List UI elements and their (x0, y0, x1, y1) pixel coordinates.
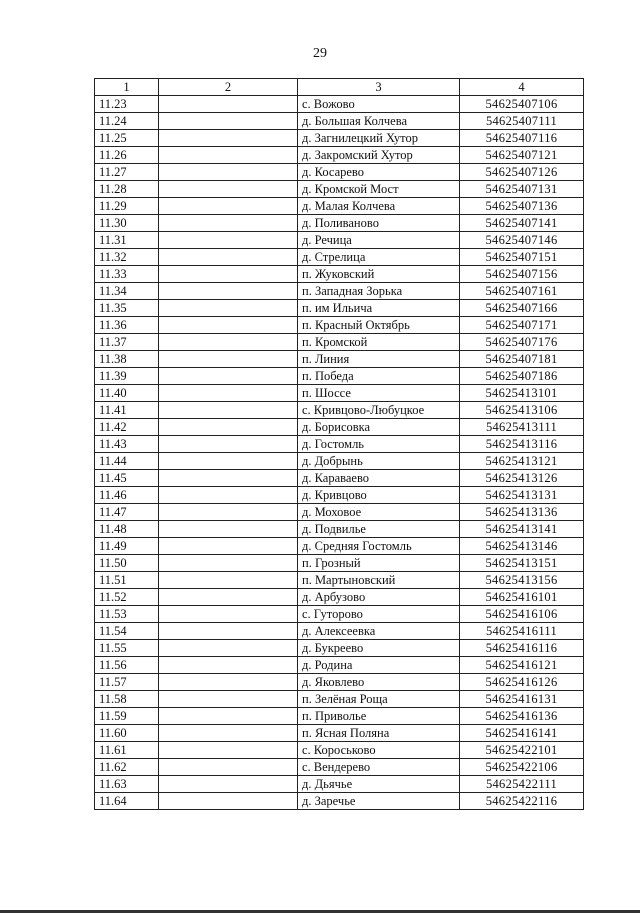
table-row (95, 453, 584, 470)
row-number-cell: 11.53 (95, 606, 159, 623)
table-row (95, 640, 584, 657)
table-row (95, 368, 584, 385)
settlement-name-cell: д. Подвилье (298, 521, 460, 538)
row-number-cell: 11.24 (95, 113, 159, 130)
row-number-cell: 11.58 (95, 691, 159, 708)
oktmo-code-cell: 54625413121 (460, 453, 584, 470)
row-number-cell: 11.39 (95, 368, 159, 385)
empty-cell (159, 759, 298, 776)
settlement-name-cell: п. Красный Октябрь (298, 317, 460, 334)
settlement-name-cell: д. Косарево (298, 164, 460, 181)
empty-cell (159, 385, 298, 402)
empty-cell (159, 215, 298, 232)
row-number-cell: 11.32 (95, 249, 159, 266)
column-header-1: 1 (95, 79, 159, 96)
oktmo-code-cell: 54625407161 (460, 283, 584, 300)
oktmo-code-cell: 54625407131 (460, 181, 584, 198)
table-row (95, 504, 584, 521)
oktmo-code-cell: 54625413151 (460, 555, 584, 572)
table-row (95, 300, 584, 317)
row-number-cell: 11.57 (95, 674, 159, 691)
settlement-name-cell: с. Гуторово (298, 606, 460, 623)
settlement-name-cell: д. Средняя Гостомль (298, 538, 460, 555)
table-row (95, 402, 584, 419)
settlements-table (94, 78, 584, 810)
oktmo-code-cell: 54625407171 (460, 317, 584, 334)
oktmo-code-cell: 54625407176 (460, 334, 584, 351)
empty-cell (159, 521, 298, 538)
row-number-cell: 11.63 (95, 776, 159, 793)
table-row (95, 249, 584, 266)
settlement-name-cell: д. Моховое (298, 504, 460, 521)
settlement-name-cell: п. Мартыновский (298, 572, 460, 589)
empty-cell (159, 300, 298, 317)
empty-cell (159, 606, 298, 623)
settlement-name-cell: п. Жуковский (298, 266, 460, 283)
oktmo-code-cell: 54625407141 (460, 215, 584, 232)
empty-cell (159, 487, 298, 504)
empty-cell (159, 555, 298, 572)
table-row (95, 215, 584, 232)
table-row (95, 776, 584, 793)
table-row (95, 198, 584, 215)
empty-cell (159, 776, 298, 793)
empty-cell (159, 232, 298, 249)
empty-cell (159, 742, 298, 759)
empty-cell (159, 181, 298, 198)
empty-cell (159, 368, 298, 385)
table-row (95, 555, 584, 572)
oktmo-code-cell: 54625422111 (460, 776, 584, 793)
row-number-cell: 11.48 (95, 521, 159, 538)
table-row (95, 130, 584, 147)
row-number-cell: 11.62 (95, 759, 159, 776)
table-row (95, 691, 584, 708)
oktmo-code-cell: 54625413116 (460, 436, 584, 453)
settlement-name-cell: д. Кромской Мост (298, 181, 460, 198)
oktmo-code-cell: 54625407146 (460, 232, 584, 249)
row-number-cell: 11.55 (95, 640, 159, 657)
row-number-cell: 11.35 (95, 300, 159, 317)
table-row (95, 742, 584, 759)
empty-cell (159, 198, 298, 215)
column-header-2: 2 (159, 79, 298, 96)
table-row (95, 334, 584, 351)
settlement-name-cell: д. Родина (298, 657, 460, 674)
oktmo-code-cell: 54625416141 (460, 725, 584, 742)
row-number-cell: 11.43 (95, 436, 159, 453)
row-number-cell: 11.26 (95, 147, 159, 164)
oktmo-code-cell: 54625416101 (460, 589, 584, 606)
table-row (95, 232, 584, 249)
settlement-name-cell: с. Короськово (298, 742, 460, 759)
oktmo-code-cell: 54625422101 (460, 742, 584, 759)
oktmo-code-cell: 54625407151 (460, 249, 584, 266)
oktmo-code-cell: 54625407121 (460, 147, 584, 164)
row-number-cell: 11.31 (95, 232, 159, 249)
settlement-name-cell: д. Алексеевка (298, 623, 460, 640)
oktmo-code-cell: 54625413111 (460, 419, 584, 436)
empty-cell (159, 691, 298, 708)
oktmo-code-cell: 54625407106 (460, 96, 584, 113)
table-row (95, 538, 584, 555)
settlement-name-cell: п. Ясная Поляна (298, 725, 460, 742)
oktmo-code-cell: 54625416136 (460, 708, 584, 725)
row-number-cell: 11.61 (95, 742, 159, 759)
oktmo-code-cell: 54625416106 (460, 606, 584, 623)
row-number-cell: 11.37 (95, 334, 159, 351)
row-number-cell: 11.30 (95, 215, 159, 232)
empty-cell (159, 130, 298, 147)
row-number-cell: 11.59 (95, 708, 159, 725)
table-row (95, 181, 584, 198)
empty-cell (159, 504, 298, 521)
table-row (95, 657, 584, 674)
oktmo-code-cell: 54625416121 (460, 657, 584, 674)
table-row (95, 385, 584, 402)
oktmo-code-cell: 54625407136 (460, 198, 584, 215)
empty-cell (159, 453, 298, 470)
table-row (95, 793, 584, 810)
row-number-cell: 11.23 (95, 96, 159, 113)
table-row (95, 283, 584, 300)
settlement-name-cell: д. Кривцово (298, 487, 460, 504)
settlement-name-cell: д. Букреево (298, 640, 460, 657)
oktmo-code-cell: 54625413156 (460, 572, 584, 589)
table-row (95, 521, 584, 538)
row-number-cell: 11.60 (95, 725, 159, 742)
oktmo-code-cell: 54625407156 (460, 266, 584, 283)
table-row (95, 725, 584, 742)
table-row (95, 96, 584, 113)
settlement-name-cell: д. Поливаново (298, 215, 460, 232)
table-row (95, 113, 584, 130)
oktmo-code-cell: 54625416111 (460, 623, 584, 640)
empty-cell (159, 623, 298, 640)
settlement-name-cell: п. Приволье (298, 708, 460, 725)
table-row (95, 164, 584, 181)
row-number-cell: 11.38 (95, 351, 159, 368)
settlement-name-cell: п. Линия (298, 351, 460, 368)
empty-cell (159, 334, 298, 351)
settlement-name-cell: д. Гостомль (298, 436, 460, 453)
oktmo-code-cell: 54625413101 (460, 385, 584, 402)
oktmo-code-cell: 54625407111 (460, 113, 584, 130)
settlement-name-cell: д. Малая Колчева (298, 198, 460, 215)
row-number-cell: 11.64 (95, 793, 159, 810)
settlement-name-cell: п. Победа (298, 368, 460, 385)
empty-cell (159, 317, 298, 334)
row-number-cell: 11.41 (95, 402, 159, 419)
row-number-cell: 11.46 (95, 487, 159, 504)
row-number-cell: 11.40 (95, 385, 159, 402)
empty-cell (159, 793, 298, 810)
empty-cell (159, 708, 298, 725)
empty-cell (159, 351, 298, 368)
oktmo-code-cell: 54625407126 (460, 164, 584, 181)
column-header-3: 3 (298, 79, 460, 96)
settlement-name-cell: с. Вендерево (298, 759, 460, 776)
empty-cell (159, 538, 298, 555)
table-row (95, 470, 584, 487)
table-row (95, 623, 584, 640)
empty-cell (159, 113, 298, 130)
empty-cell (159, 572, 298, 589)
empty-cell (159, 419, 298, 436)
table-row (95, 351, 584, 368)
oktmo-code-cell: 54625413131 (460, 487, 584, 504)
settlement-name-cell: д. Яковлево (298, 674, 460, 691)
empty-cell (159, 96, 298, 113)
row-number-cell: 11.50 (95, 555, 159, 572)
table-row (95, 589, 584, 606)
row-number-cell: 11.34 (95, 283, 159, 300)
settlement-name-cell: д. Загнилецкий Хутор (298, 130, 460, 147)
oktmo-code-cell: 54625422116 (460, 793, 584, 810)
oktmo-code-cell: 54625407166 (460, 300, 584, 317)
page-number: 29 (313, 46, 327, 61)
table-header-row (95, 79, 584, 96)
empty-cell (159, 249, 298, 266)
settlement-name-cell: п. Западная Зорька (298, 283, 460, 300)
oktmo-code-cell: 54625416131 (460, 691, 584, 708)
row-number-cell: 11.25 (95, 130, 159, 147)
settlement-name-cell: п. Грозный (298, 555, 460, 572)
empty-cell (159, 147, 298, 164)
column-header-4: 4 (460, 79, 584, 96)
settlement-name-cell: д. Заречье (298, 793, 460, 810)
settlement-name-cell: п. Кромской (298, 334, 460, 351)
oktmo-code-cell: 54625407116 (460, 130, 584, 147)
settlement-name-cell: д. Закромский Хутор (298, 147, 460, 164)
row-number-cell: 11.54 (95, 623, 159, 640)
table-row (95, 606, 584, 623)
empty-cell (159, 725, 298, 742)
table-row (95, 266, 584, 283)
row-number-cell: 11.47 (95, 504, 159, 521)
table-row (95, 487, 584, 504)
table-row (95, 147, 584, 164)
oktmo-code-cell: 54625407181 (460, 351, 584, 368)
oktmo-code-cell: 54625413126 (460, 470, 584, 487)
row-number-cell: 11.51 (95, 572, 159, 589)
row-number-cell: 11.44 (95, 453, 159, 470)
row-number-cell: 11.49 (95, 538, 159, 555)
empty-cell (159, 164, 298, 181)
table-row (95, 317, 584, 334)
settlement-name-cell: с. Кривцово-Любуцкое (298, 402, 460, 419)
settlement-name-cell: п. им Ильича (298, 300, 460, 317)
settlement-name-cell: п. Шоссе (298, 385, 460, 402)
oktmo-code-cell: 54625413106 (460, 402, 584, 419)
empty-cell (159, 640, 298, 657)
empty-cell (159, 402, 298, 419)
table-row (95, 674, 584, 691)
empty-cell (159, 436, 298, 453)
empty-cell (159, 589, 298, 606)
oktmo-code-cell: 54625407186 (460, 368, 584, 385)
settlement-name-cell: д. Арбузово (298, 589, 460, 606)
oktmo-code-cell: 54625413146 (460, 538, 584, 555)
empty-cell (159, 283, 298, 300)
row-number-cell: 11.28 (95, 181, 159, 198)
row-number-cell: 11.29 (95, 198, 159, 215)
settlement-name-cell: с. Вожово (298, 96, 460, 113)
row-number-cell: 11.36 (95, 317, 159, 334)
table-row (95, 419, 584, 436)
empty-cell (159, 470, 298, 487)
row-number-cell: 11.52 (95, 589, 159, 606)
settlement-name-cell: д. Речица (298, 232, 460, 249)
table-row (95, 436, 584, 453)
settlement-name-cell: д. Стрелица (298, 249, 460, 266)
oktmo-code-cell: 54625413141 (460, 521, 584, 538)
table-row (95, 759, 584, 776)
row-number-cell: 11.27 (95, 164, 159, 181)
settlement-name-cell: д. Добрынь (298, 453, 460, 470)
settlement-name-cell: п. Зелёная Роща (298, 691, 460, 708)
table-row (95, 572, 584, 589)
settlement-name-cell: д. Дьячье (298, 776, 460, 793)
settlement-name-cell: д. Большая Колчева (298, 113, 460, 130)
empty-cell (159, 674, 298, 691)
oktmo-code-cell: 54625422106 (460, 759, 584, 776)
empty-cell (159, 657, 298, 674)
row-number-cell: 11.33 (95, 266, 159, 283)
row-number-cell: 11.42 (95, 419, 159, 436)
table-row (95, 708, 584, 725)
oktmo-code-cell: 54625413136 (460, 504, 584, 521)
row-number-cell: 11.56 (95, 657, 159, 674)
settlement-name-cell: д. Караваево (298, 470, 460, 487)
oktmo-code-cell: 54625416116 (460, 640, 584, 657)
settlement-name-cell: д. Борисовка (298, 419, 460, 436)
oktmo-code-cell: 54625416126 (460, 674, 584, 691)
empty-cell (159, 266, 298, 283)
row-number-cell: 11.45 (95, 470, 159, 487)
